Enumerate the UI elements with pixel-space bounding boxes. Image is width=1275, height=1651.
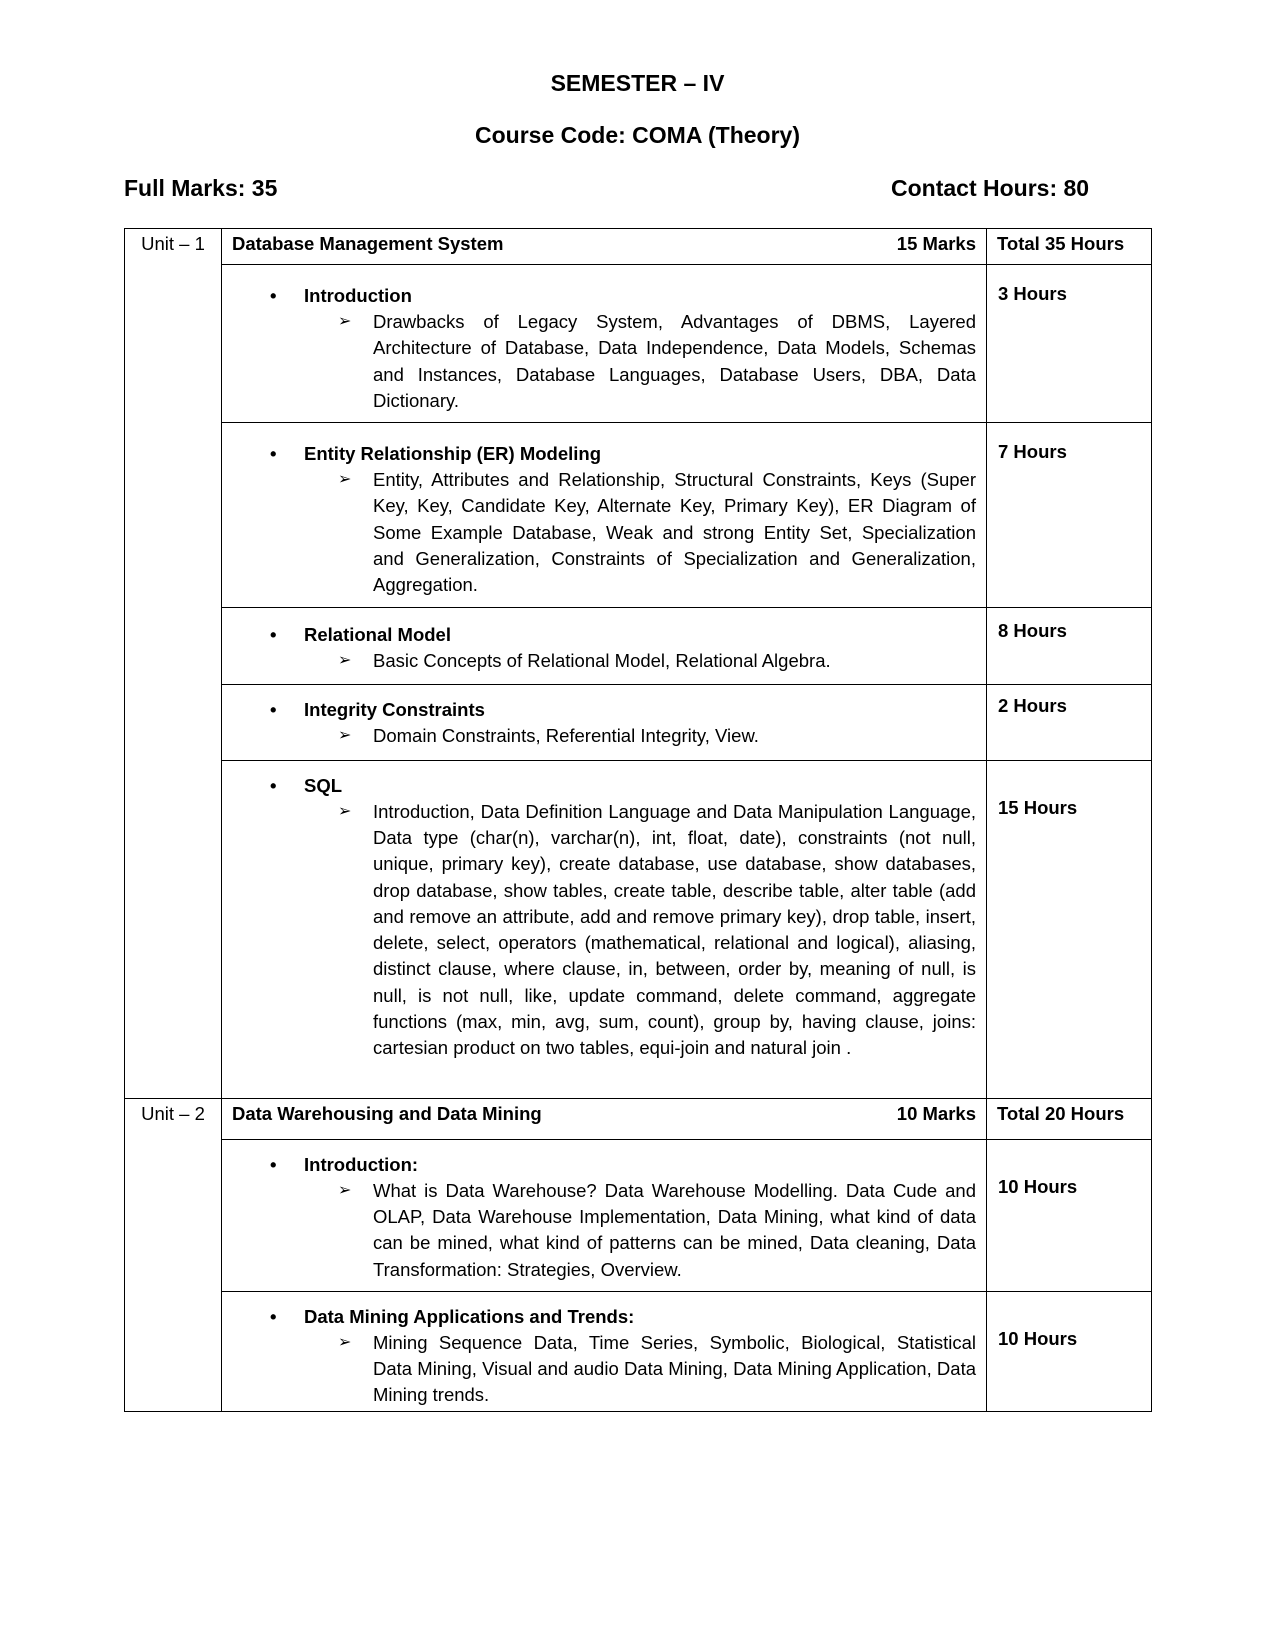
bullet-icon: •: [270, 1305, 277, 1327]
unit-header-row: [125, 229, 1152, 265]
topic-cell: [222, 423, 987, 607]
bullet-icon: •: [270, 698, 277, 720]
topic-detail: ➢ Entity, Attributes and Relationship, Structural Constraints, Keys (Super Key, Key, Candidate Key, Alternate Key, Primary Key), ER Diagram of Some Example Database, Weak and strong Entity Set, Specialization and Generalization, Constraints of Specialization and Generalization, Aggregation.: [338, 469, 976, 596]
arrow-bullet-icon: ➢: [338, 651, 352, 669]
arrow-bullet-icon: ➢: [338, 471, 352, 489]
topic-cell: [222, 1139, 987, 1291]
topic-name: • Entity Relationship (ER) Modeling: [232, 441, 976, 467]
topic-hours: 8 Hours: [987, 607, 1152, 684]
syllabus-table: [124, 228, 1152, 1412]
topic-cell: [222, 684, 987, 760]
unit-label: Unit – 1: [125, 229, 222, 1099]
course-code-heading: Course Code: COMA (Theory): [475, 122, 800, 148]
unit-header-row: [125, 1098, 1152, 1139]
topic-row: [125, 265, 1152, 423]
topic-row: [125, 1139, 1152, 1291]
semester-heading: SEMESTER – IV: [550, 70, 725, 96]
arrow-bullet-icon: ➢: [338, 1181, 352, 1199]
arrow-bullet-icon: ➢: [338, 726, 352, 744]
unit-title: [222, 1098, 987, 1139]
topic-cell: [222, 760, 987, 1098]
unit-total-hours: Total 20 Hours: [987, 1098, 1152, 1139]
bullet-icon: •: [270, 443, 277, 465]
bullet-icon: •: [270, 774, 277, 796]
topic-detail: ➢ Mining Sequence Data, Time Series, Symbolic, Biological, Statistical Data Mining, Visual and audio Data Mining, Data Mining Application, Data Mining trends.: [338, 1331, 976, 1406]
topic-row: [125, 1291, 1152, 1411]
topic-row: [125, 423, 1152, 607]
topic-row: [125, 684, 1152, 760]
unit-marks: 10 Marks: [896, 1102, 976, 1124]
bullet-icon: •: [270, 285, 277, 306]
topic-name: • Relational Model: [232, 622, 976, 648]
topic-hours: 2 Hours: [987, 684, 1152, 760]
unit-marks: 15 Marks: [896, 233, 976, 254]
topic-detail: ➢ What is Data Warehouse? Data Warehouse Modelling. Data Cude and OLAP, Data Warehouse Implementation, Data Mining, what kind of data can be mined, what kind of patterns can be mined, Data cleaning, Data Transformation: Strategies, Overview.: [338, 1179, 976, 1280]
topic-name: • Integrity Constraints: [232, 697, 976, 723]
arrow-bullet-icon: ➢: [338, 313, 352, 330]
topic-detail: ➢ Drawbacks of Legacy System, Advantages of DBMS, Layered Architecture of Database, Data Independence, Data Models, Schemas and Instances, Database Languages, Database Users, DBA, Data Dictionary.: [338, 311, 976, 411]
topic-name: • Introduction:: [232, 1152, 976, 1178]
arrow-bullet-icon: ➢: [338, 802, 352, 820]
unit-label: Unit – 2: [125, 1098, 222, 1411]
topic-detail: ➢ Domain Constraints, Referential Integrity, View.: [232, 723, 976, 749]
topic-detail: ➢ Basic Concepts of Relational Model, Relational Algebra.: [232, 648, 976, 674]
full-marks-label: Full Marks: 35: [124, 175, 278, 201]
unit-title-text: Data Warehousing and Data Mining: [232, 1102, 542, 1124]
bullet-icon: •: [270, 623, 277, 645]
topic-cell: [222, 1291, 987, 1411]
topic-cell: [222, 265, 987, 423]
topic-name: • Data Mining Applications and Trends:: [232, 1304, 976, 1330]
topic-hours: 7 Hours: [987, 423, 1152, 607]
unit-title-text: Database Management System: [232, 233, 504, 254]
topic-hours: 15 Hours: [987, 760, 1152, 1098]
topic-detail: ➢ Introduction, Data Definition Language and Data Manipulation Language, Data type (char(n), varchar(n), int, float, date), constraints (not null, unique, primary key), create database, use database, show databases, drop database, show tables, create table, describe table, alter table (add and remove an attribute, add and remove primary key), drop table, insert, delete, select, operators (mathematical, relational and logical), aliasing, distinct clause, where clause, in, between, order by, meaning of null, is null, is not null, like, update command, delete command, aggregate functions (max, min, avg, sum, count), group by, having clause, joins: cartesian product on two tables, equi-join and natural join .: [338, 800, 976, 1059]
topic-hours: 10 Hours: [987, 1139, 1152, 1291]
topic-hours: 3 Hours: [987, 265, 1152, 423]
bullet-icon: •: [270, 1153, 277, 1175]
unit-title: [222, 229, 987, 265]
topic-cell: [222, 607, 987, 684]
unit-total-hours: Total 35 Hours: [987, 229, 1152, 265]
contact-hours-label: Contact Hours: 80: [891, 175, 1090, 201]
topic-name: • SQL: [232, 773, 976, 799]
topic-name: • Introduction: [232, 283, 976, 309]
topic-row: [125, 607, 1152, 684]
arrow-bullet-icon: ➢: [338, 1333, 352, 1351]
topic-hours: 10 Hours: [987, 1291, 1152, 1411]
topic-row: [125, 760, 1152, 1098]
